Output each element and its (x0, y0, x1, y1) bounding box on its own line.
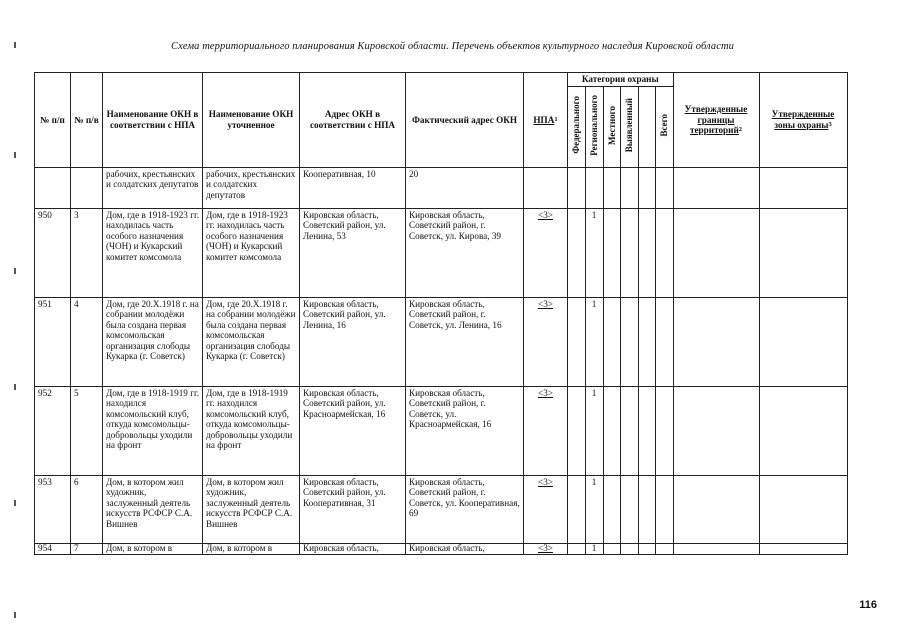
header-regional (585, 86, 603, 167)
cell-np (35, 167, 71, 208)
cell-extra (639, 386, 656, 475)
cell-zones (759, 475, 847, 543)
cell-address-actual: Кировская область, Советский район, г. Советск, ул. Кооперативная, 69 (406, 475, 524, 543)
header-address-actual: Фактический адрес ОКН (406, 73, 524, 168)
header-total-label: Всего (659, 114, 669, 137)
header-nv: № п/в (71, 73, 103, 168)
cell-borders (673, 167, 759, 208)
header-approved-borders-label: Утвержденные границы территорий (684, 104, 748, 135)
cell-address-npa: Кировская область, Советский район, ул. Ленина, 16 (300, 297, 406, 386)
header-name-npa: Наименование ОКН в соответствии с НПА (103, 73, 203, 168)
cell-name-refined: Дом, где в 1918-1923 гг. находилась часть особого назначения (ЧОН) и Кукарский комитет комсомола (203, 208, 300, 297)
header-total (656, 86, 674, 167)
cell-npa: <3> (524, 543, 568, 554)
cell-name-npa: рабочих, крестьянских и солдатских депутатов (103, 167, 203, 208)
cell-local (603, 475, 621, 543)
header-local-label: Местного (606, 105, 617, 145)
cell-total (656, 297, 674, 386)
scan-margin-mark (14, 500, 16, 506)
header-category-group: Категория охраны (568, 73, 674, 87)
cell-zones (759, 543, 847, 554)
table-row (35, 543, 848, 554)
cell-local (603, 386, 621, 475)
cell-address-npa: Кооперативная, 10 (300, 167, 406, 208)
cell-zones (759, 208, 847, 297)
cell-total (656, 208, 674, 297)
header-extra (639, 86, 656, 167)
header-local (603, 86, 621, 167)
header-approved-zones-label: Утвержденные зоны охраны (771, 109, 835, 130)
header-federal-label: Федерального (571, 96, 581, 155)
cell-extra (639, 297, 656, 386)
header-regional-label: Регионального (588, 94, 599, 156)
header-name-refined: Наименование ОКН уточненное (203, 73, 300, 168)
cell-extra (639, 208, 656, 297)
header-npa-label: НПА (533, 114, 555, 125)
cell-nv: 7 (71, 543, 103, 554)
cell-total (656, 543, 674, 554)
cell-nv: 5 (71, 386, 103, 475)
cell-identified (621, 167, 639, 208)
page-title: Схема территориального планирования Кировской области. Перечень объектов культурного наследия Кировской области (170, 41, 735, 52)
table-row (35, 386, 848, 475)
header-approved-borders (673, 73, 759, 168)
cell-regional: 1 (585, 386, 603, 475)
cell-np: 952 (35, 386, 71, 475)
cell-local (603, 297, 621, 386)
table-row (35, 475, 848, 543)
cell-identified (621, 386, 639, 475)
cell-extra (639, 167, 656, 208)
cell-address-npa: Кировская область, Советский район, ул. Красноармейская, 16 (300, 386, 406, 475)
cell-npa: <3> (524, 297, 568, 386)
cell-regional (585, 167, 603, 208)
cell-borders (673, 475, 759, 543)
cell-regional: 1 (585, 543, 603, 554)
cell-regional: 1 (585, 297, 603, 386)
cell-local (603, 208, 621, 297)
scan-margin-mark (14, 152, 16, 158)
header-approved-zones-footnote: 3 (828, 120, 832, 128)
header-npa (524, 73, 568, 168)
scan-margin-mark (14, 384, 16, 390)
table-row (35, 297, 848, 386)
cell-address-npa: Кировская область, (300, 543, 406, 554)
cell-np: 953 (35, 475, 71, 543)
cell-name-npa: Дом, где 20.X.1918 г. на собрании молодёжи была создана первая комсомольская организация слободы Кукарка (г. Советск) (103, 297, 203, 386)
cell-zones (759, 297, 847, 386)
cell-zones (759, 386, 847, 475)
cell-name-npa: Дом, в котором в (103, 543, 203, 554)
cell-np: 951 (35, 297, 71, 386)
cell-npa: <3> (524, 386, 568, 475)
cell-local (603, 543, 621, 554)
cell-federal (568, 297, 586, 386)
cell-zones (759, 167, 847, 208)
cell-nv: 6 (71, 475, 103, 543)
cell-federal (568, 386, 586, 475)
cell-name-npa: Дом, где в 1918-1919 гг. находился комсомольский клуб, откуда комсомольцы-добровольцы уходили на фронт (103, 386, 203, 475)
header-address-npa: Адрес ОКН в соответствии с НПА (300, 73, 406, 168)
cell-name-npa: Дом, в котором жил художник, заслуженный деятель искусств РСФСР С.А. Вишнев (103, 475, 203, 543)
cell-identified (621, 297, 639, 386)
cell-address-actual: Кировская область, (406, 543, 524, 554)
cell-np: 954 (35, 543, 71, 554)
cell-extra (639, 475, 656, 543)
cell-address-actual: Кировская область, Советский район, г. Советск, ул. Ленина, 16 (406, 297, 524, 386)
cell-address-npa: Кировская область, Советский район, ул. Кооперативная, 31 (300, 475, 406, 543)
cell-borders (673, 386, 759, 475)
cell-address-actual: Кировская область, Советский район, г. Советск, ул. Красноармейская, 16 (406, 386, 524, 475)
header-identified-label: Выявленный (624, 98, 635, 153)
cell-total (656, 167, 674, 208)
cell-regional: 1 (585, 208, 603, 297)
header-approved-borders-footnote: 2 (738, 126, 743, 133)
table-row (35, 167, 848, 208)
cell-borders (673, 297, 759, 386)
header-np: № п/п (35, 73, 71, 168)
cell-total (656, 386, 674, 475)
table-row (35, 208, 848, 297)
cell-name-refined: Дом, в котором жил художник, заслуженный деятель искусств РСФСР С.А. Вишнев (203, 475, 300, 543)
cell-npa: <3> (524, 475, 568, 543)
cell-name-refined: Дом, в котором в (203, 543, 300, 554)
cell-np: 950 (35, 208, 71, 297)
cell-identified (621, 543, 639, 554)
scan-margin-mark (14, 612, 16, 618)
header-npa-footnote: 1 (554, 115, 558, 123)
cell-identified (621, 475, 639, 543)
cell-regional: 1 (585, 475, 603, 543)
cell-npa: <3> (524, 208, 568, 297)
cell-address-actual: Кировская область, Советский район, г. Советск, ул. Кирова, 39 (406, 208, 524, 297)
scan-margin-mark (14, 268, 16, 274)
header-identified (621, 86, 639, 167)
cell-nv: 3 (71, 208, 103, 297)
cell-federal (568, 167, 586, 208)
cell-npa (524, 167, 568, 208)
cell-identified (621, 208, 639, 297)
cell-local (603, 167, 621, 208)
cell-total (656, 475, 674, 543)
heritage-objects-table (34, 72, 848, 555)
page-number: 116 (859, 599, 877, 611)
scan-margin-mark (14, 42, 16, 48)
cell-name-npa: Дом, где в 1918-1923 гг. находилась часть особого назначения (ЧОН) и Кукарский комитет комсомола (103, 208, 203, 297)
cell-name-refined: Дом, где 20.X.1918 г. на собрании молодёжи была создана первая комсомольская организация слободы Кукарка (г. Советск) (203, 297, 300, 386)
cell-nv (71, 167, 103, 208)
cell-extra (639, 543, 656, 554)
cell-federal (568, 543, 586, 554)
cell-federal (568, 475, 586, 543)
header-federal (568, 86, 586, 167)
cell-name-refined: рабочих, крестьянских и солдатских депутатов (203, 167, 300, 208)
header-approved-zones (759, 73, 847, 168)
table-header-row (35, 73, 848, 87)
cell-federal (568, 208, 586, 297)
cell-borders (673, 543, 759, 554)
cell-name-refined: Дом, где в 1918-1919 гг. находился комсомольский клуб, откуда комсомольцы-добровольцы уходили на фронт (203, 386, 300, 475)
cell-borders (673, 208, 759, 297)
cell-address-npa: Кировская область, Советский район, ул. Ленина, 53 (300, 208, 406, 297)
cell-nv: 4 (71, 297, 103, 386)
cell-address-actual: 20 (406, 167, 524, 208)
